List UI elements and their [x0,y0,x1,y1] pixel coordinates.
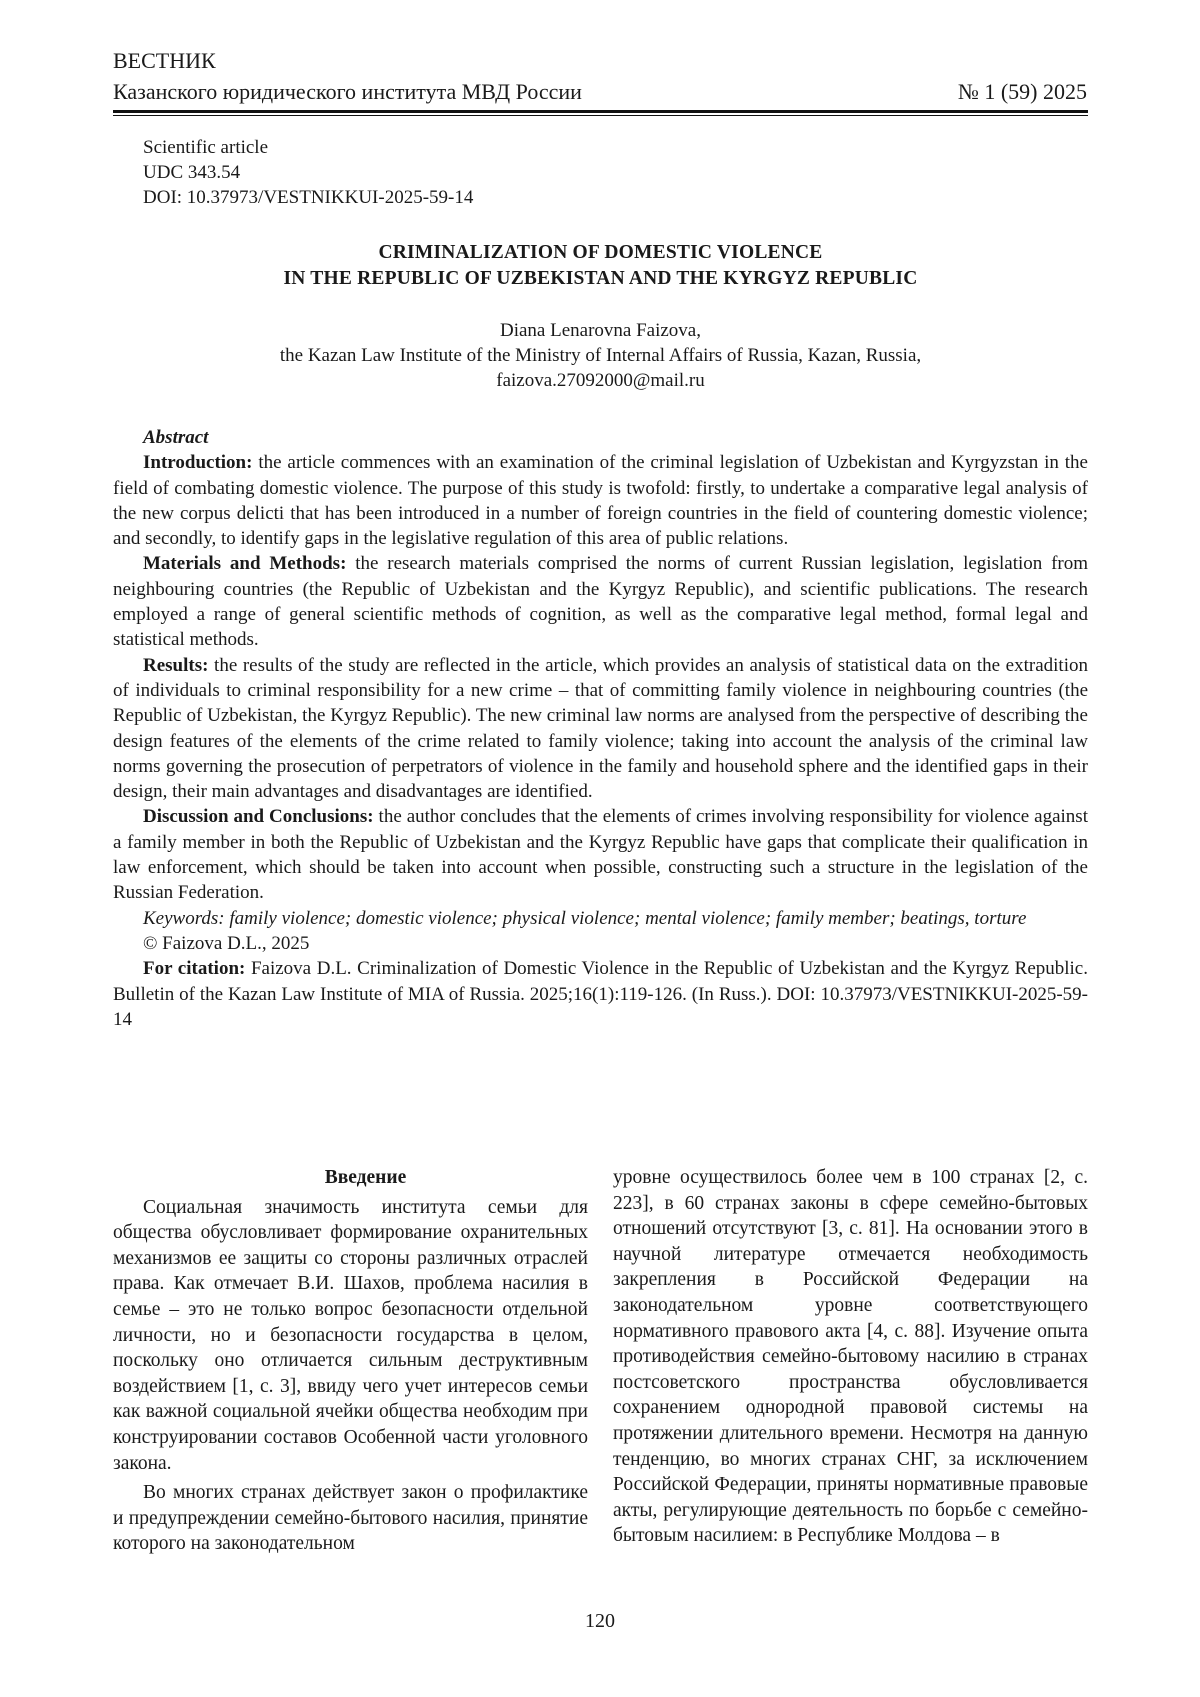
results-label: Results: [143,654,209,676]
author-name: Diana Lenarovna Faizova, [500,320,701,341]
title-line-1: CRIMINALIZATION OF DOMESTIC VIOLENCE [378,242,823,263]
author-block [113,318,1088,393]
methods-text: the research materials comprised the norms of current Russian legislation, legislation from neighbouring countries (the Republic of Uzbekistan and the Kyrgyz Republic), and scientific publications. The research employed a range of general scientific methods of cognition, as well as the comparative legal method, formal legal and statistical methods. [113,553,1088,651]
body-paragraph: Во многих странах действует закон о профилактике и предупреждении семейно-бытового насилия, принятие которого на законодательном [113,1482,588,1555]
page-number: 120 [585,1610,615,1632]
discussion-text: the author concludes that the elements of crimes involving responsibility for violence against a family member in both the Republic of Uzbekistan and the Kyrgyz Republic have gaps that complicate their qualification in law enforcement, which should be taken into account when possible, constructing such a structure in the legislation of the Russian Federation. [113,806,1088,904]
abstract-introduction [113,450,1088,551]
abstract-results [113,653,1088,805]
abstract [113,425,1088,1032]
abstract-methods [113,551,1088,652]
issue-number: № 1 (59) 2025 [957,79,1087,104]
body-paragraph: Социальная значимость института семьи для общества обусловливает формирование охранительных механизмов ее защиты со стороны различных отраслей права. Как отмечает В.И. Шахов, проблема насилия в семье – это не только вопрос безопасности отдельной личности, но и безопасности государства в целом, поскольку оно отличается сильным деструктивным воздействием [1, с. 3], ввиду чего учет интересов семьи как важной социальной ячейки общества необходим при конструировании составов Особенной части уголовного закона. [113,1196,588,1474]
methods-label: Materials and Methods: [143,553,347,575]
author-email: faizova.27092000@mail.ru [496,370,705,391]
right-column [613,1165,1088,1549]
abstract-discussion [113,804,1088,905]
section-heading: Введение [324,1167,407,1188]
discussion-label: Discussion and Conclusions: [143,806,374,828]
keywords: Keywords: family violence; domestic violence; physical violence; mental violence; family member; beatings, torture [143,907,1027,929]
udc-code: UDC 343.54 [143,162,241,183]
results-text: the results of the study are reflected in the article, which provides an analysis of statistical data on the extradition of individuals to criminal responsibility for a new crime – that of committing family violence in neighbouring countries (the Republic of Uzbekistan, the Kyrgyz Republic). The new criminal law norms are analysed from the perspective of describing the design features of the elements of the crime related to family violence; taking into account the analysis of the criminal law norms governing the prosecution of perpetrators of violence in the family and household sphere and the identified gaps in their design, their main advantages and disadvantages are identified. [113,654,1088,803]
body-columns [113,1165,1088,1585]
author-affiliation: the Kazan Law Institute of the Ministry of Internal Affairs of Russia, Kazan, Russia, [279,345,922,366]
introduction-label: Introduction: [143,452,253,474]
introduction-text: the article commences with an examination of the criminal legislation of Uzbekistan and Kyrgyzstan in the field of combating domestic violence. The purpose of this study is twofold: firstly, to undertake a comparative legal analysis of the new corpus delicti that has been introduced in a number of foreign countries in the field of countering domestic violence; and secondly, to identify gaps in the legislative regulation of this area of public relations. [113,452,1088,550]
left-column [113,1165,588,1557]
header-rule-thick [113,110,1088,113]
body-paragraph: уровне осуществилось более чем в 100 странах [2, с. 223], в 60 странах законы в сфере семейно-бытовых отношений отсутствуют [3, с. 81]. На основании этого в научной литературе отмечается необходимость закрепления в Российской Федерации на законодательном уровне соответствующего нормативного правового акта [4, с. 88]. Изучение опыта противодействия семейно-бытовому насилию в странах постсоветского пространства обусловливается сохранением однородной правовой системы на протяжении длительного времени. Несмотря на данную тенденцию, во многих странах СНГ, за исключением Российской Федерации, приняты нормативные правовые акты, регулирующие деятельность по борьбе с семейно-бытовым насилием: в Республике Молдова – в [613,1167,1088,1547]
journal-name: ВЕСТНИК [113,48,216,73]
article-type: Scientific article [143,137,269,158]
header-rule-thin [113,115,1088,116]
copyright: © Faizova D.L., 2025 [143,932,310,954]
article-title [113,240,1088,292]
doi: DOI: 10.37973/VESTNIKKUI-2025-59-14 [143,187,474,208]
citation-text: Faizova D.L. Criminalization of Domestic Violence in the Republic of Uzbekistan and the Kyrgyz Republic. Bulletin of the Kazan Law Institute of MIA of Russia. 2025;16(1):119-126. (In Russ.). DOI: 10.37973/VESTNIKKUI-2025-59-14 [113,958,1088,1030]
journal-subtitle: Казанского юридического института МВД России [113,79,582,104]
title-line-2: IN THE REPUBLIC OF UZBEKISTAN AND THE KYRGYZ REPUBLIC [283,268,918,289]
citation [113,956,1088,1032]
abstract-heading: Abstract [143,427,209,448]
citation-label: For citation: [143,958,246,980]
article-meta [143,135,473,210]
